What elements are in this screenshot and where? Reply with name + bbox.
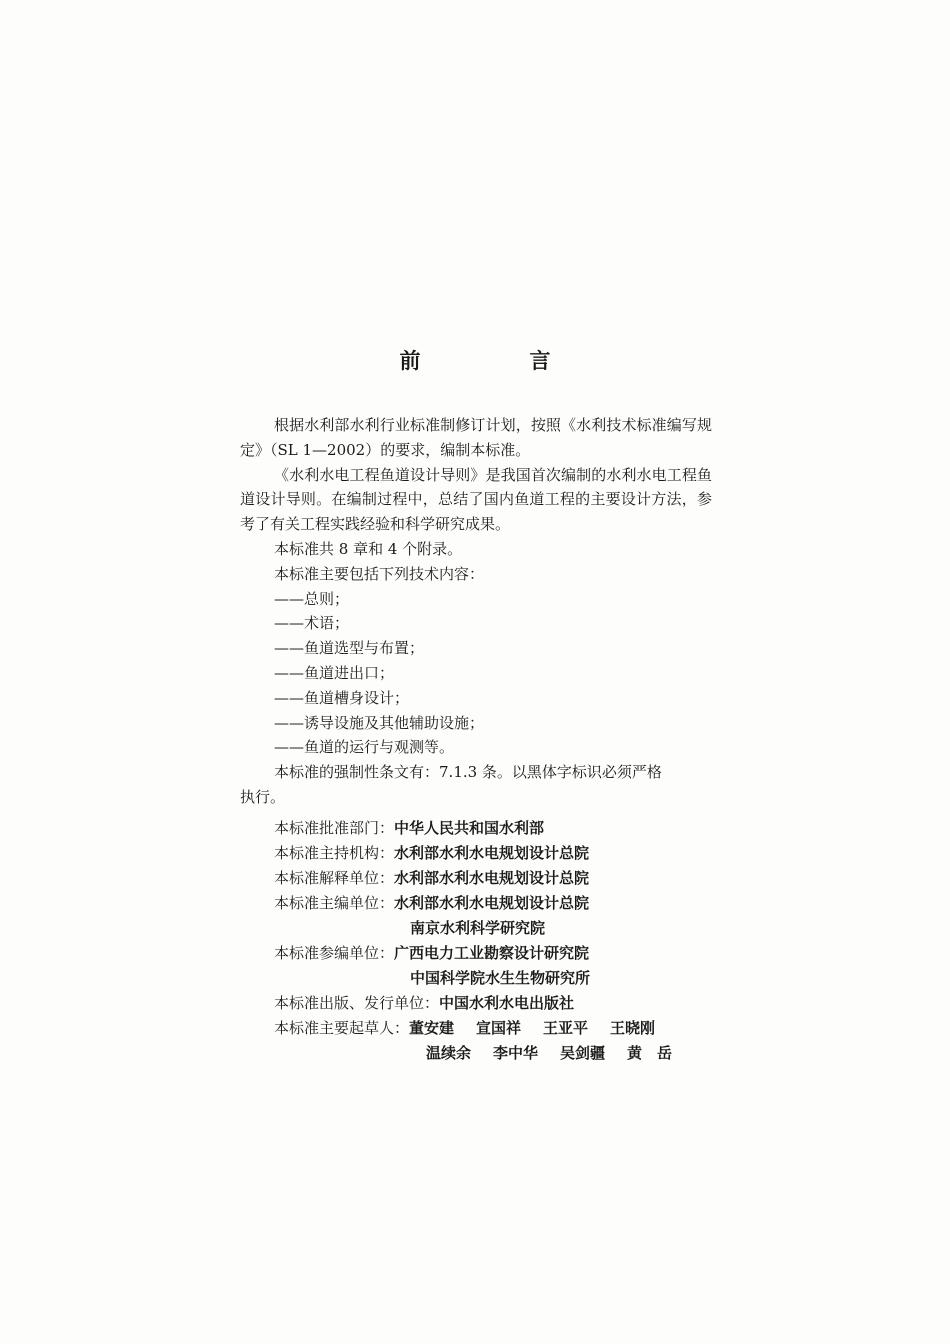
credit-label: 本标准批准部门： <box>274 819 395 837</box>
credit-label: 本标准主要起草人： <box>274 1019 410 1037</box>
credit-value: 中国水利水电出版社 <box>439 994 575 1012</box>
mandatory-clause: 本标准的强制性条文有：7.1.3 条。以黑体字标识必须严格 <box>274 763 662 782</box>
drafter-name: 王亚平 <box>543 1019 589 1037</box>
list-item: ——鱼道选型与布置； <box>274 639 425 658</box>
preface-body <box>240 413 712 810</box>
mandatory-clause-cont: 执行。 <box>240 787 286 806</box>
list-item: ——总则； <box>274 589 350 608</box>
credit-drafters-cont <box>274 1041 734 1066</box>
drafter-name: 温续余 <box>426 1044 472 1062</box>
drafter-name: 宣国祥 <box>476 1019 522 1037</box>
drafter-name: 董安建 <box>409 1019 455 1037</box>
credit-approve <box>274 816 734 841</box>
credit-value: 水利部水利水电规划设计总院 <box>394 869 590 887</box>
drafter-name: 王晓刚 <box>610 1019 656 1037</box>
credit-chief-cont <box>274 916 734 941</box>
credit-value: 中国科学院水生生物研究所 <box>410 969 591 987</box>
list-item: ——术语； <box>274 614 350 633</box>
credit-value: 中华人民共和国水利部 <box>394 819 545 837</box>
credit-value: 广西电力工业勘察设计研究院 <box>394 944 590 962</box>
credit-value: 水利部水利水电规划设计总院 <box>394 844 590 862</box>
drafter-names <box>426 1041 694 1066</box>
credit-value: 南京水利科学研究院 <box>410 919 546 937</box>
paragraph-intro: 《水利水电工程鱼道设计导则》是我国首次编制的水利水电工程鱼道设计导则。在编制过程中，总结了国内鱼道工程的主要设计方法，参考了有关工程实践经验和科学研究成果。 <box>240 465 712 534</box>
credit-label: 本标准出版、发行单位： <box>274 994 440 1012</box>
paragraph-basis: 根据水利部水利行业标准制修订计划，按照《水利技术标准编写规定》（SL 1—2002）的要求，编制本标准。 <box>240 416 712 459</box>
drafter-name: 黄 岳 <box>627 1044 673 1062</box>
list-item: ——鱼道的运行与观测等。 <box>274 738 455 757</box>
drafter-name: 李中华 <box>493 1044 539 1062</box>
credit-publisher <box>274 991 734 1016</box>
paragraph-contents: 本标准主要包括下列技术内容： <box>274 564 485 583</box>
credit-drafters <box>274 1016 734 1041</box>
credit-host <box>274 841 734 866</box>
page-title: 前 言 <box>399 348 595 373</box>
credit-label: 本标准解释单位： <box>274 869 395 887</box>
credit-participate <box>274 941 734 966</box>
list-item: ——鱼道进出口； <box>274 663 395 682</box>
paragraph-chapters: 本标准共 8 章和 4 个附录。 <box>274 539 463 558</box>
credit-label: 本标准主持机构： <box>274 844 395 862</box>
credit-participate-cont <box>274 966 734 991</box>
credit-interpret <box>274 866 734 891</box>
credit-label: 本标准主编单位： <box>274 894 395 912</box>
credit-chief <box>274 891 734 916</box>
credits-block <box>274 816 734 1066</box>
drafter-name: 吴剑疆 <box>560 1044 606 1062</box>
list-item: ——鱼道槽身设计； <box>274 688 410 707</box>
credit-label: 本标准参编单位： <box>274 944 395 962</box>
credit-value: 水利部水利水电规划设计总院 <box>394 894 590 912</box>
drafter-names <box>409 1016 677 1041</box>
list-item: ——诱导设施及其他辅助设施； <box>274 713 485 732</box>
